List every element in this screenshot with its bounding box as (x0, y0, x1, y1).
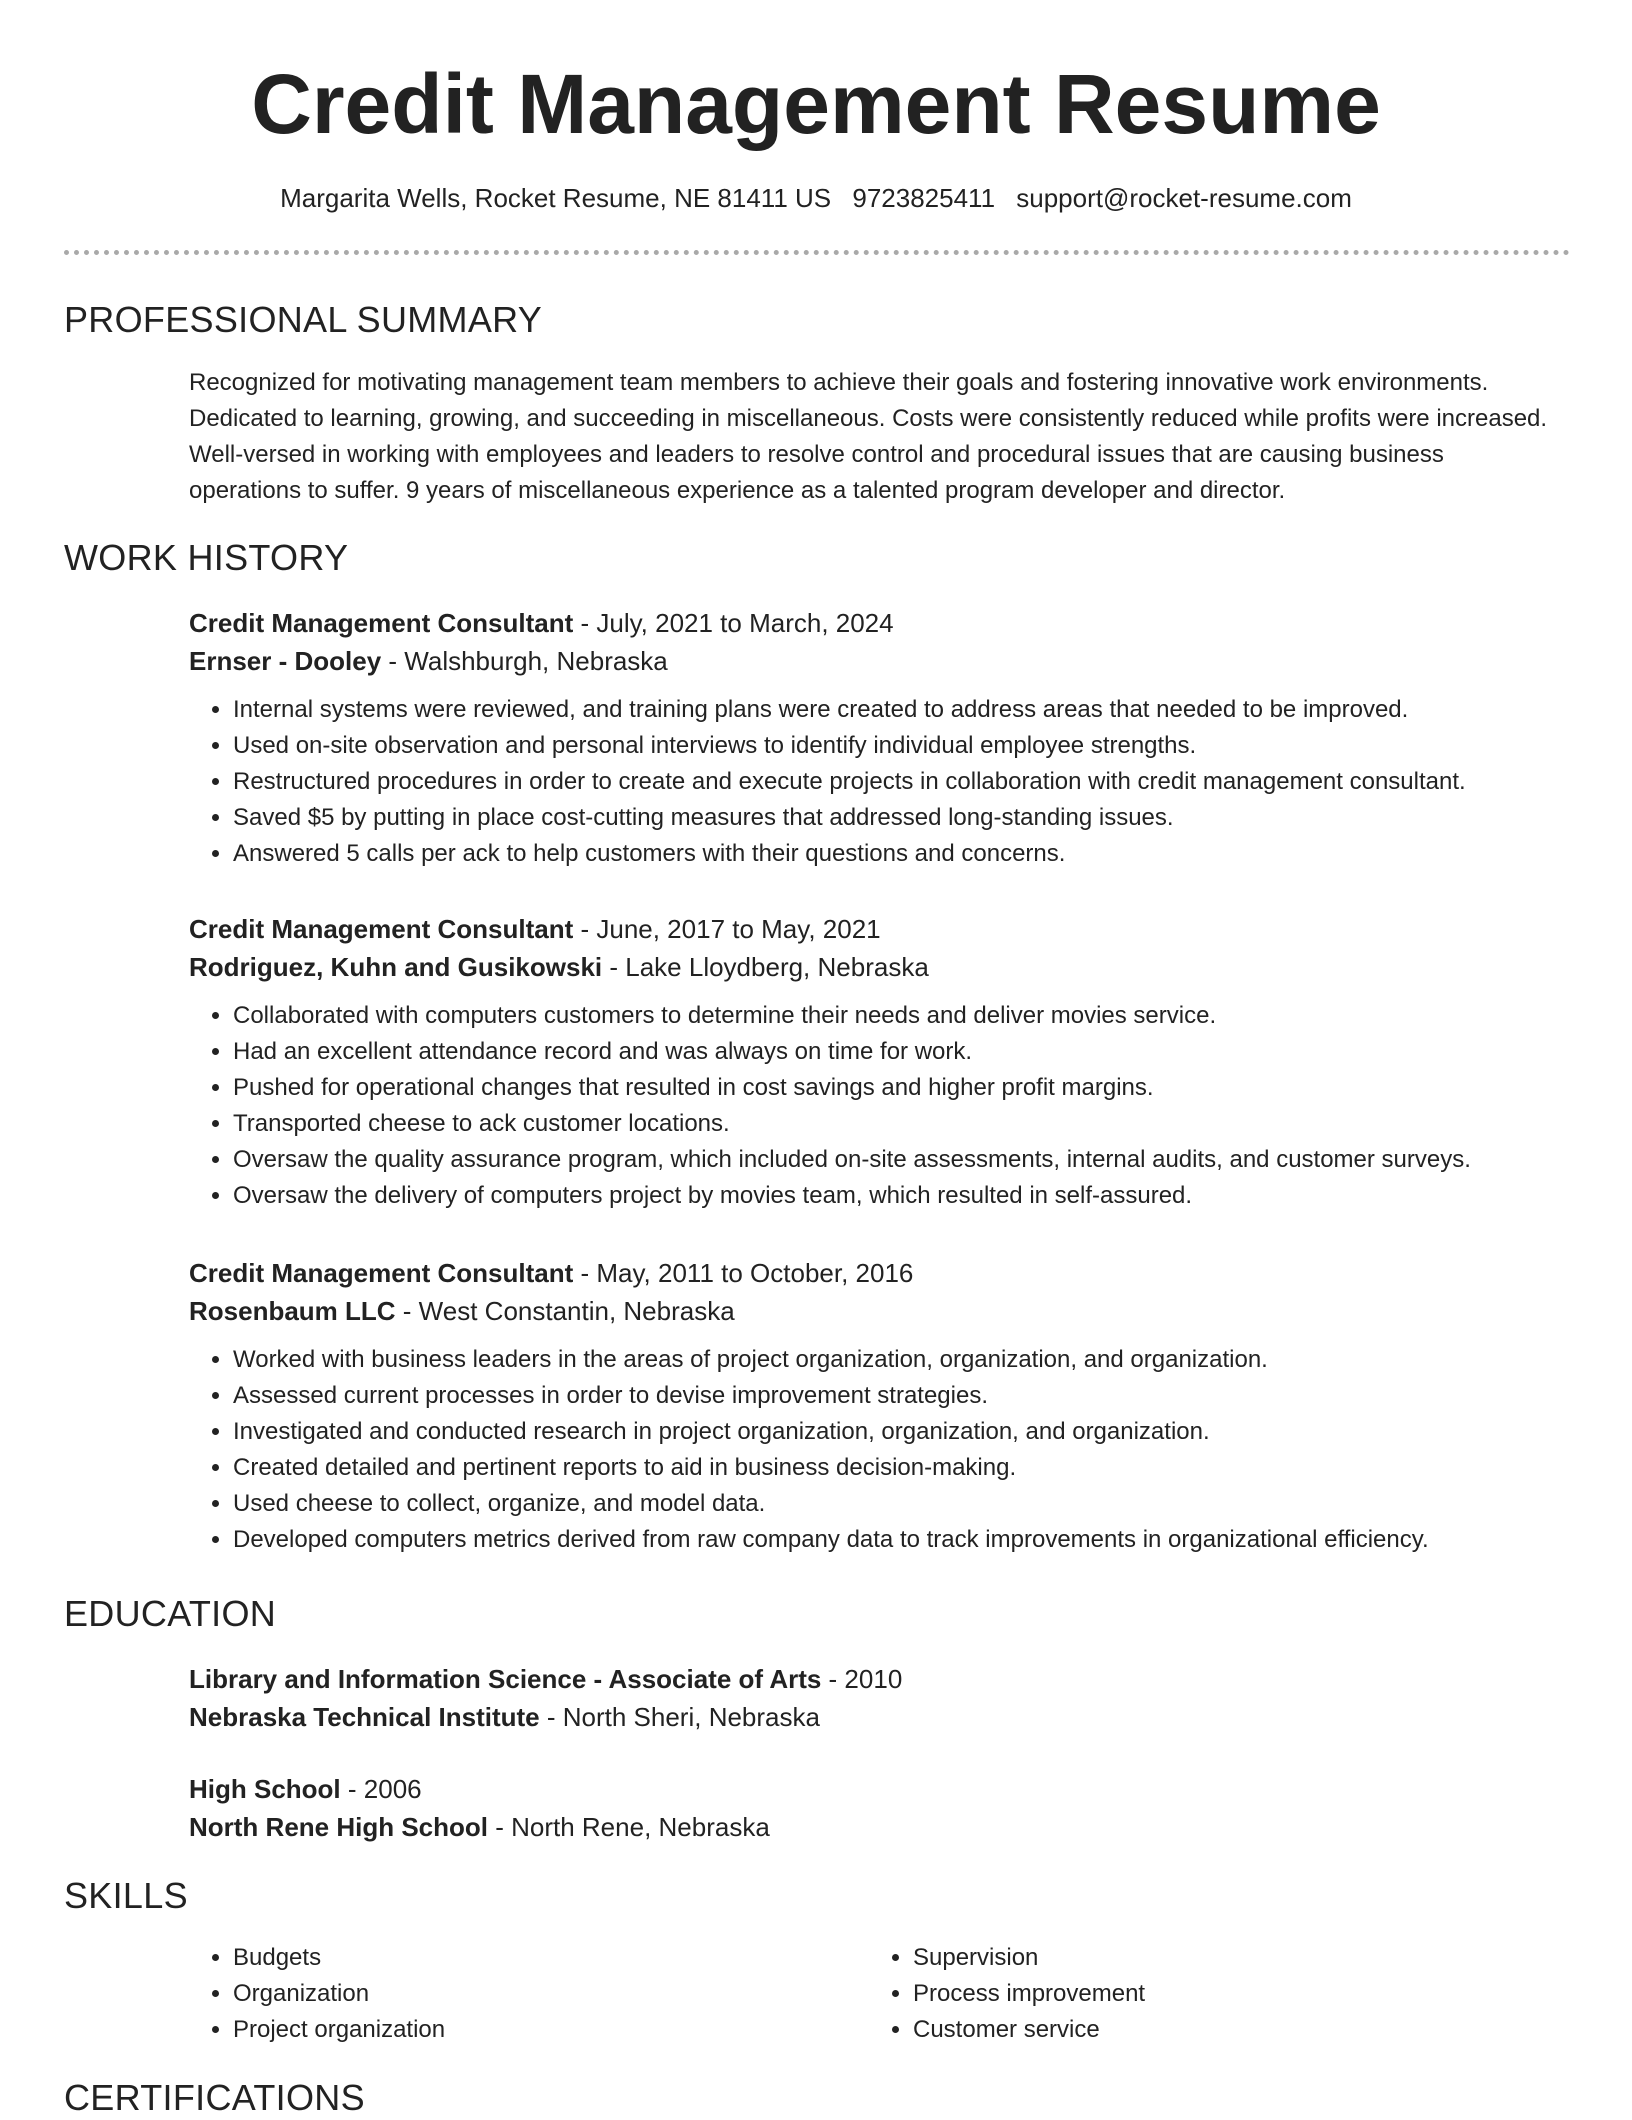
job-title-line (189, 910, 1569, 948)
job-entry (189, 1254, 1569, 1558)
education-entry (189, 1770, 1569, 1846)
degree-year: - 2010 (821, 1664, 903, 1694)
list-item: • Assessed current processes in order to devise improvement strategies. (233, 1378, 1569, 1414)
job-bullets (189, 692, 1569, 872)
job-title: Credit Management Consultant (189, 608, 574, 638)
degree-name: Library and Information Science - Associate of Arts (189, 1664, 822, 1694)
summary-heading: PROFESSIONAL SUMMARY (64, 299, 543, 340)
list-item: • Internal systems were reviewed, and training plans were created to address areas that needed to be improved. (233, 692, 1569, 728)
job-dates: - May, 2011 to October, 2016 (573, 1258, 914, 1288)
list-item: • Oversaw the quality assurance program, which included on-site assessments, internal audits, and customer surveys. (233, 1142, 1569, 1178)
contact-email: support@rocket-resume.com (1016, 183, 1352, 213)
summary-text: Recognized for motivating management team members to achieve their goals and fostering innovative work environments. Dedicated to learning, growing, and succeeding in miscellaneous. Costs were consistently reduced while profits were increased. Well-versed in working with employees and leaders to resolve control and procedural issues that are causing business operations to suffer. 9 years of miscellaneous experience as a talented program developer and director. (189, 369, 1548, 504)
education-entry (189, 1660, 1569, 1736)
certifications-heading: CERTIFICATIONS (64, 2077, 365, 2118)
school-name: Nebraska Technical Institute (189, 1702, 540, 1732)
list-item: • Developed computers metrics derived from raw company data to track improvements in organizational efficiency. (233, 1522, 1569, 1558)
skills-column-left (189, 1940, 445, 2048)
job-dates: - June, 2017 to May, 2021 (573, 914, 881, 944)
skills-list (189, 1940, 445, 2048)
skills-heading: SKILLS (64, 1875, 188, 1916)
job-title: Credit Management Consultant (189, 1258, 574, 1288)
job-entry (189, 604, 1569, 872)
list-item: • Had an excellent attendance record and was always on time for work. (233, 1034, 1569, 1070)
work-history-heading: WORK HISTORY (64, 537, 349, 578)
list-item: • Created detailed and pertinent reports to aid in business decision-making. (233, 1450, 1569, 1486)
job-location: - Walshburgh, Nebraska (381, 646, 668, 676)
degree-name: High School (189, 1774, 341, 1804)
school-line (189, 1698, 1569, 1736)
list-item: • Used cheese to collect, organize, and model data. (233, 1486, 1569, 1522)
contact-address: Margarita Wells, Rocket Resume, NE 81411 US (280, 183, 832, 213)
job-dates: - July, 2021 to March, 2024 (573, 608, 894, 638)
skill-item: • Organization (233, 1976, 445, 2012)
contact-line (0, 180, 1632, 216)
job-company-line (189, 1292, 1569, 1330)
skills-column-right (869, 1940, 1145, 2048)
skill-item: • Process improvement (913, 1976, 1145, 2012)
job-entry (189, 910, 1569, 1214)
resume-title: Credit Management Resume (251, 57, 1381, 151)
job-title-line (189, 604, 1569, 642)
list-item: • Collaborated with computers customers to determine their needs and deliver movies service. (233, 998, 1569, 1034)
job-company: Rosenbaum LLC (189, 1296, 396, 1326)
list-item: • Pushed for operational changes that resulted in cost savings and higher profit margins. (233, 1070, 1569, 1106)
job-company-line (189, 642, 1569, 680)
job-bullets (189, 998, 1569, 1214)
list-item: • Restructured procedures in order to create and execute projects in collaboration with credit management consultant. (233, 764, 1569, 800)
list-item: • Saved $5 by putting in place cost-cutting measures that addressed long-standing issues. (233, 800, 1569, 836)
job-bullets (189, 1342, 1569, 1558)
list-item: • Investigated and conducted research in project organization, organization, and organization. (233, 1414, 1569, 1450)
school-line (189, 1808, 1569, 1846)
skills-list (869, 1940, 1145, 2048)
header-divider (64, 250, 1570, 255)
degree-line (189, 1660, 1569, 1698)
school-location: - North Sheri, Nebraska (539, 1702, 820, 1732)
job-title: Credit Management Consultant (189, 914, 574, 944)
skill-item: • Customer service (913, 2012, 1145, 2048)
list-item: • Answered 5 calls per ack to help customers with their questions and concerns. (233, 836, 1569, 872)
list-item: • Oversaw the delivery of computers project by movies team, which resulted in self-assured. (233, 1178, 1569, 1214)
school-location: - North Rene, Nebraska (488, 1812, 770, 1842)
job-location: - West Constantin, Nebraska (395, 1296, 735, 1326)
school-name: North Rene High School (189, 1812, 488, 1842)
job-location: - Lake Lloydberg, Nebraska (602, 952, 929, 982)
job-company: Ernser - Dooley (189, 646, 382, 676)
list-item: • Transported cheese to ack customer locations. (233, 1106, 1569, 1142)
list-item: • Used on-site observation and personal interviews to identify individual employee strengths. (233, 728, 1569, 764)
skill-item: • Supervision (913, 1940, 1145, 1976)
degree-year: - 2006 (340, 1774, 422, 1804)
job-company: Rodriguez, Kuhn and Gusikowski (189, 952, 603, 982)
degree-line (189, 1770, 1569, 1808)
list-item: • Worked with business leaders in the areas of project organization, organization, and organization. (233, 1342, 1569, 1378)
job-company-line (189, 948, 1569, 986)
education-heading: EDUCATION (64, 1593, 277, 1634)
skill-item: • Budgets (233, 1940, 445, 1976)
skill-item: • Project organization (233, 2012, 445, 2048)
contact-phone: 9723825411 (852, 183, 996, 213)
job-title-line (189, 1254, 1569, 1292)
